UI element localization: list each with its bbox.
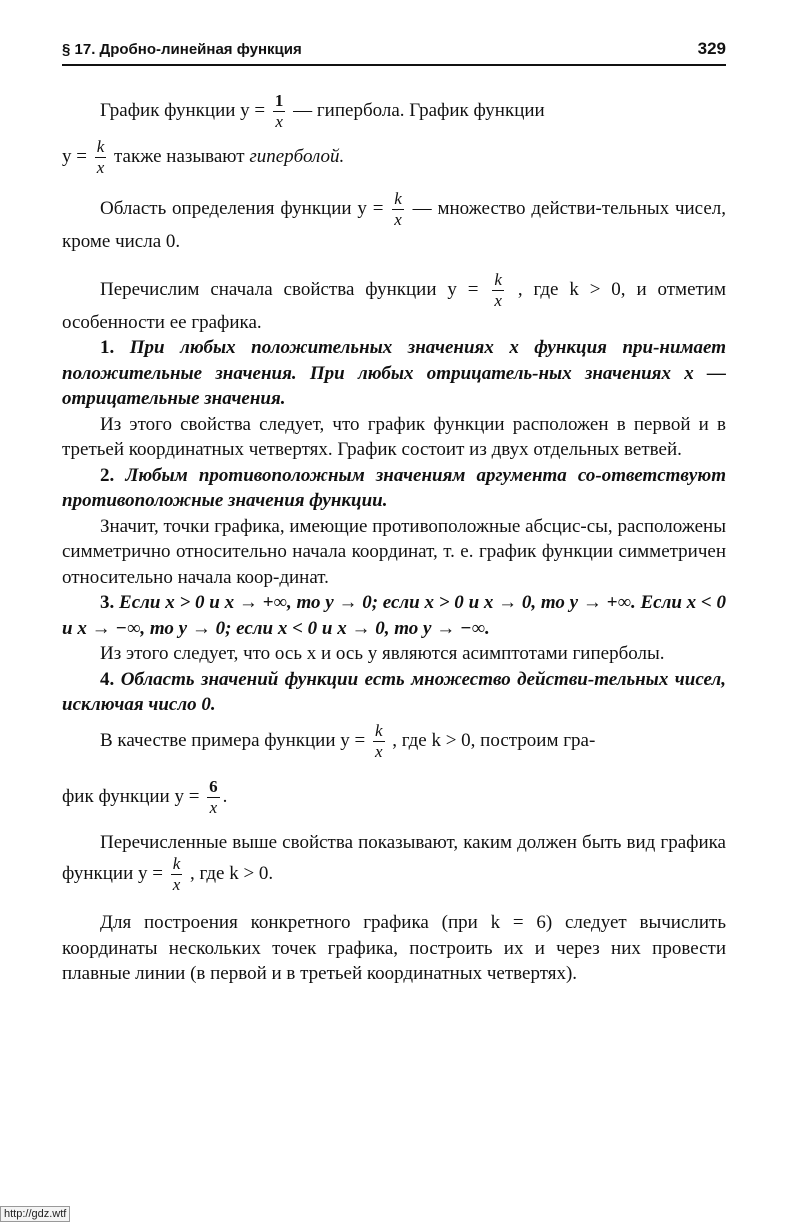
fraction-k-over-x [373, 722, 385, 761]
fraction-numerator: k [172, 854, 181, 873]
paragraph-domain [62, 190, 726, 255]
property-number: 4. [100, 668, 115, 690]
fraction-numerator: k [394, 189, 402, 208]
paragraph-symmetry [62, 514, 726, 591]
text-run: — гипербола. График функции [293, 100, 545, 121]
fraction-numerator: k [96, 137, 105, 157]
property-statement: Любым противоположным значениям аргумента со-ответствуют противоположные значения функции. [62, 464, 726, 511]
fraction-denominator: x [275, 112, 283, 132]
property-3 [62, 590, 726, 641]
text-run: также называют [114, 146, 245, 167]
paragraph-hyperbola-def [62, 88, 726, 180]
fraction-numerator: k [374, 720, 383, 740]
fraction-denominator: x [209, 797, 218, 817]
section-title: § 17. Дробно-линейная функция [62, 41, 302, 58]
page-body [62, 88, 726, 987]
property-number: 1. [100, 337, 115, 358]
paragraph-example [62, 718, 726, 764]
paragraph-quadrants [62, 412, 726, 463]
text-run: Из этого свойства следует, что график функции расположен в первой и в третьей координатных четвертях. График состоит из двух отдельных ветвей. [62, 413, 726, 460]
fraction-denominator: x [394, 210, 402, 229]
text-run: , где k > 0, построим гра- [392, 729, 596, 751]
fraction-k-over-x [95, 138, 107, 177]
fraction-k-over-x [492, 271, 504, 310]
text-run: , где k > 0. [190, 862, 274, 884]
paragraph-graph-shape [62, 830, 726, 895]
fraction-k-over-x [171, 855, 183, 894]
fraction-numerator: 6 [209, 776, 218, 796]
text-run: Из этого следует, что ось x и ось y являются асимптотами гиперболы. [100, 643, 665, 664]
fraction-six-over-x [207, 778, 220, 817]
fraction-denominator: x [172, 875, 181, 894]
text-run: y = [62, 146, 87, 167]
source-link[interactable]: http://gdz.wtf [0, 1206, 70, 1222]
text-run: Для построения конкретного графика (при k = 6) следует вычислить координаты нескольких точек графика, построить их и через них провести плавные линии (в первой и в третьей координатных четвертях). [62, 912, 726, 984]
fraction-k-over-x [392, 190, 404, 229]
fraction-denominator: x [96, 158, 105, 178]
text-run: . [222, 785, 228, 807]
property-statement: При любых положительных значениях x функция при-нимает положительные значения. При любых отрицатель-ных значениях x — отрицательные значения. [62, 337, 727, 409]
fraction-one-over-x [273, 92, 286, 131]
fraction-numerator: 1 [274, 91, 284, 111]
page-number: 329 [697, 39, 726, 58]
text-run: — множество действи-тельных чисел, кроме числа 0. [62, 197, 727, 252]
property-statement: Область значений функции есть множество действи-тельных чисел, исключая число 0. [62, 668, 726, 715]
italic-term: гиперболой. [249, 146, 345, 167]
paragraph-asymptotes [62, 641, 726, 667]
paragraph-construction [62, 910, 726, 987]
property-statement: Если x > 0 и x → +∞, то y → 0; если x > 0 и x → 0, то y → +∞. Если x < 0 и x → −∞, то y → 0; если x < 0 и x → 0, то y → −∞. [62, 592, 727, 639]
property-4 [62, 667, 726, 718]
fraction-numerator: k [494, 269, 502, 289]
fraction-denominator: x [374, 741, 383, 761]
text-run: В качестве примера функции y = [100, 729, 366, 751]
paragraph-example-cont [62, 774, 726, 820]
text-run: Значит, точки графика, имеющие противоположные абсцис-сы, расположены симметрично относительно начала координат, т. е. график функции симметричен относительно начала коор-динат. [62, 515, 726, 588]
property-number: 3. [100, 592, 115, 613]
text-run: Перечислим сначала свойства функции y = [100, 278, 479, 300]
property-1 [62, 335, 726, 412]
property-2 [62, 463, 726, 514]
text-run: График функции y = [100, 100, 266, 121]
fraction-denominator: x [494, 290, 502, 310]
paragraph-properties-intro [62, 271, 726, 336]
text-run: Область определения функции y = [100, 197, 384, 219]
text-run: фик функции y = [62, 785, 200, 807]
text-run: , где k > 0, и отметим особенности ее графика. [62, 278, 726, 333]
property-number: 2. [100, 464, 115, 486]
running-header [62, 38, 726, 66]
text-run: Перечисленные выше свойства показывают, каким должен быть вид графика функции y = [62, 831, 726, 884]
